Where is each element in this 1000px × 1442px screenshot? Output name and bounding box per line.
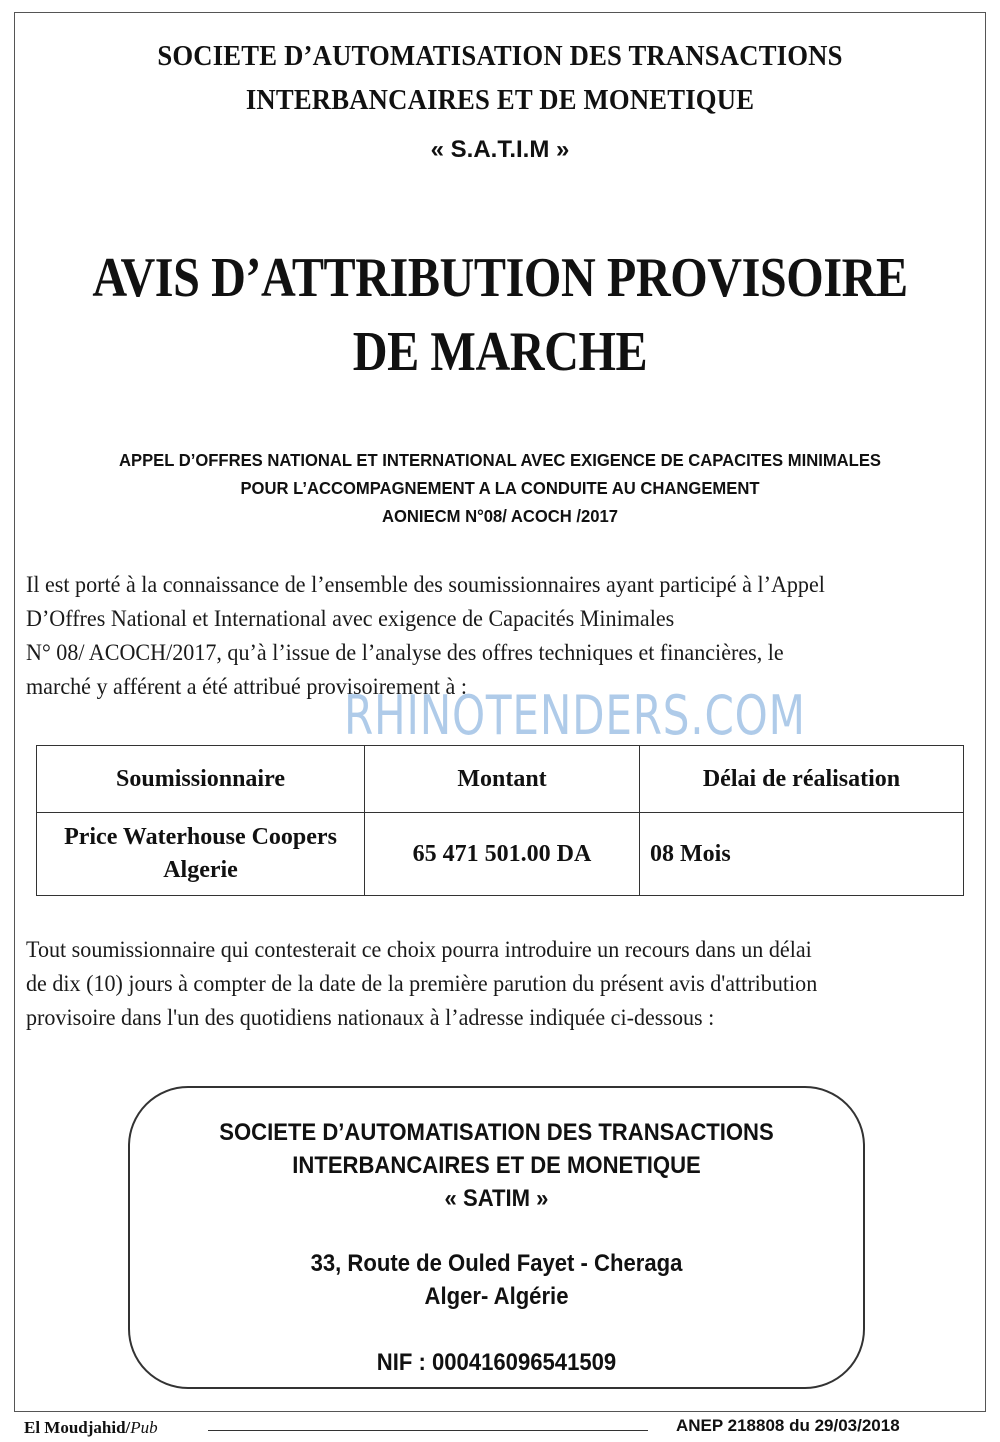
address-box [128,1086,865,1389]
header-duration: Délai de réalisation [640,746,964,813]
watermark: RHINOTENDERS.COM [344,684,806,747]
header-amount: Montant [365,746,640,813]
title-line-2: DE MARCHE [352,321,648,383]
appeal-paragraph [26,933,924,1035]
intro-line: Il est porté à la connaissance de l’ensemble des soumissionnaires ayant participé à l’Appel [26,572,825,597]
footer-anep-reference: ANEP 218808 du 29/03/2018 [676,1416,900,1435]
cell-duration: 08 Mois [640,813,964,896]
address-org-line-2: INTERBANCAIRES ET DE MONETIQUE [292,1152,701,1179]
address-org-line-1: SOCIETE D’AUTOMATISATION DES TRANSACTIONS [219,1119,774,1146]
appeal-line: provisoire dans l'un des quotidiens nationaux à l’adresse indiquée ci-dessous : [26,1005,715,1030]
subject-line-1: APPEL D’OFFRES NATIONAL ET INTERNATIONAL AVEC EXIGENCE DE CAPACITES MINIMALES [118,450,882,470]
pub-label: Pub [130,1418,158,1437]
subject-reference: AONIECM N°08/ ACOCH /2017 [381,506,619,526]
intro-line: N° 08/ ACOCH/2017, qu’à l’issue de l’analyse des offres techniques et financières, le [26,640,784,665]
table-header-row [37,746,964,813]
address-nif: NIF : 000416096541509 [376,1349,617,1376]
header-bidder: Soumissionnaire [37,746,365,813]
footer-newspaper [24,1418,158,1438]
address-street: 33, Route de Ouled Fayet - Cheraga [310,1250,683,1277]
subject-line-2: POUR L’ACCOMPAGNEMENT A LA CONDUITE AU CHANGEMENT [240,478,760,498]
award-table [36,745,964,896]
intro-line: D’Offres National et International avec exigence de Capacités Minimales [26,606,675,631]
footer-divider [208,1430,648,1431]
header-org-short: « S.A.T.I.M » [430,136,570,163]
header-org-line-1: SOCIETE D’AUTOMATISATION DES TRANSACTIONS [157,40,843,72]
table-row [37,813,964,896]
bidder-name-line-1: Price Waterhouse Coopers [64,824,337,850]
bidder-name-line-2: Algerie [163,857,238,883]
address-org-short: « SATIM » [444,1185,549,1212]
appeal-line: de dix (10) jours à compter de la date de la première parution du présent avis d'attribution [26,971,818,996]
appeal-line: Tout soumissionnaire qui contesterait ce choix pourra introduire un recours dans un délai [26,937,812,962]
cell-bidder [37,813,365,896]
newspaper-name: El Moudjahid/ [24,1418,131,1437]
address-city: Alger- Algérie [424,1283,569,1310]
title-line-1: AVIS D’ATTRIBUTION PROVISOIRE [92,247,908,309]
intro-line: marché y afférent a été attribué provisoirement à : [26,674,467,699]
cell-amount: 65 471 501.00 DA [365,813,640,896]
header-org-line-2: INTERBANCAIRES ET DE MONETIQUE [245,84,755,116]
